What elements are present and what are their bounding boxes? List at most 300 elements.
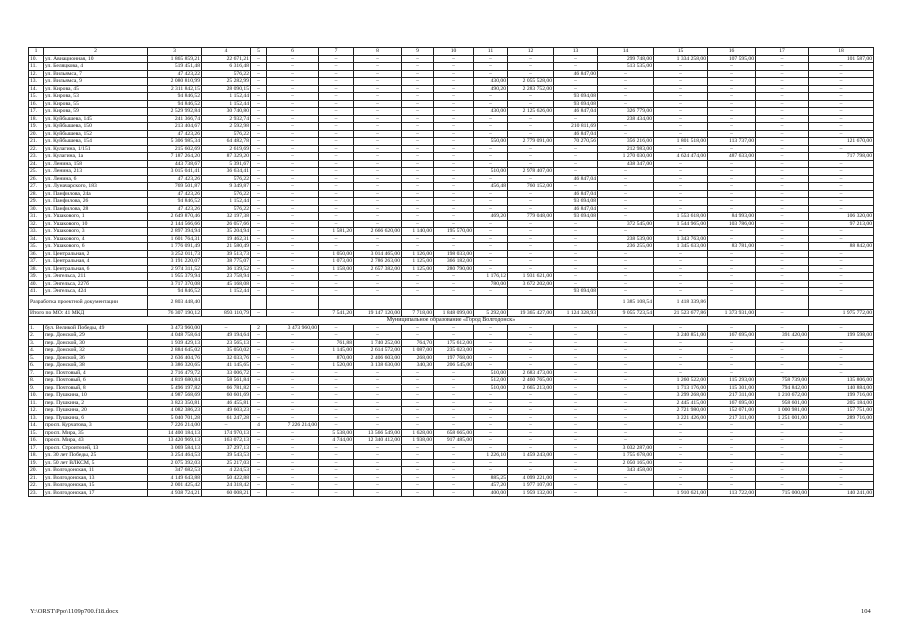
table-cell: – xyxy=(756,444,809,452)
table-cell: – xyxy=(554,354,598,362)
table-cell: – xyxy=(508,115,554,123)
table-cell: 758 739,00 xyxy=(756,377,809,385)
column-header-cell: 7 xyxy=(319,48,354,56)
table-row xyxy=(29,138,874,146)
table-cell: 443 738,67 xyxy=(148,160,202,168)
table-cell: – xyxy=(267,258,319,266)
table-cell: – xyxy=(267,407,319,415)
table-cell: – xyxy=(756,347,809,355)
table-cell: – xyxy=(554,347,598,355)
table-cell: 347 682,53 xyxy=(148,467,202,475)
table-cell: – xyxy=(598,78,654,86)
table-cell: – xyxy=(354,115,402,123)
table-row xyxy=(29,243,874,251)
table-cell: – xyxy=(554,437,598,445)
table-cell: – xyxy=(554,392,598,400)
empty-cell xyxy=(402,295,434,309)
table-cell: – xyxy=(251,138,267,146)
table-cell: – xyxy=(434,243,474,251)
table-cell: 32 197,38 xyxy=(202,213,251,221)
table-cell: 356 216,00 xyxy=(598,138,654,146)
table-cell: – xyxy=(554,429,598,437)
table-cell: – xyxy=(598,437,654,445)
table-cell: – xyxy=(434,190,474,198)
design-documentation-row xyxy=(29,295,874,309)
table-cell: – xyxy=(251,407,267,415)
table-row xyxy=(29,115,874,123)
table-cell: – xyxy=(434,123,474,131)
table-cell: 21. xyxy=(29,474,44,482)
table-cell: – xyxy=(319,138,354,146)
table-cell: – xyxy=(402,384,434,392)
table-cell: – xyxy=(756,85,809,93)
table-cell: – xyxy=(809,280,874,288)
table-cell: 366 182,00 xyxy=(434,258,474,266)
table-cell: 35 050,02 xyxy=(202,347,251,355)
table-cell: 22. xyxy=(29,145,44,153)
table-cell: – xyxy=(554,339,598,347)
table-cell: 438 347,00 xyxy=(598,160,654,168)
table-cell: – xyxy=(809,452,874,460)
table-cell: – xyxy=(708,429,756,437)
table-cell: – xyxy=(708,280,756,288)
table-cell: – xyxy=(267,280,319,288)
table-cell: – xyxy=(554,55,598,63)
table-cell: 46 847,00 xyxy=(554,70,598,78)
table-cell: – xyxy=(251,168,267,176)
table-cell: – xyxy=(354,489,402,497)
table-cell: – xyxy=(319,273,354,281)
table-cell: – xyxy=(809,437,874,445)
table-cell: – xyxy=(402,444,434,452)
table-cell: 197 768,00 xyxy=(434,354,474,362)
table-cell: 20. xyxy=(29,130,44,138)
table-cell: – xyxy=(319,115,354,123)
table-cell: – xyxy=(474,467,508,475)
table-cell: бул. Великой Победы, 49 xyxy=(44,324,148,332)
table-cell: 4 938 724,21 xyxy=(148,489,202,497)
table-row xyxy=(29,130,874,138)
empty-cell xyxy=(756,295,809,309)
table-cell: – xyxy=(434,369,474,377)
table-cell: – xyxy=(708,175,756,183)
table-cell: – xyxy=(354,205,402,213)
table-cell: – xyxy=(474,324,508,332)
table-cell: 22. xyxy=(29,482,44,490)
table-cell: – xyxy=(319,407,354,415)
table-cell: 83 781,00 xyxy=(708,243,756,251)
table-cell: – xyxy=(598,377,654,385)
table-cell: 764,70 xyxy=(402,339,434,347)
column-header-cell: 16 xyxy=(708,48,756,56)
table-cell: 4 624 474,00 xyxy=(654,153,708,161)
table-cell: 46 455,81 xyxy=(202,399,251,407)
table-cell: 12. xyxy=(29,70,44,78)
table-cell: – xyxy=(708,482,756,490)
table-cell: – xyxy=(474,459,508,467)
table-cell: 12. xyxy=(29,407,44,415)
table-cell: – xyxy=(474,63,508,71)
table-cell: 26. xyxy=(29,175,44,183)
table-cell: – xyxy=(508,444,554,452)
table-cell: – xyxy=(402,153,434,161)
section-title-row xyxy=(29,317,874,325)
table-cell: 22 671,21 xyxy=(202,55,251,63)
table-cell: 7 226 214,00 xyxy=(267,422,319,430)
table-cell: 513 535,00 xyxy=(598,63,654,71)
table-cell: – xyxy=(251,273,267,281)
table-cell: – xyxy=(756,273,809,281)
table-cell: – xyxy=(756,175,809,183)
table-cell: 94 846,52 xyxy=(148,100,202,108)
table-cell: – xyxy=(251,93,267,101)
table-cell: – xyxy=(354,130,402,138)
table-cell: – xyxy=(319,489,354,497)
table-cell: 1 581,20 xyxy=(319,228,354,236)
table-cell: – xyxy=(434,273,474,281)
table-cell: – xyxy=(756,130,809,138)
table-cell: 4 987 568,69 xyxy=(148,392,202,400)
table-cell: – xyxy=(708,362,756,370)
table-cell: – xyxy=(708,474,756,482)
table-row xyxy=(29,100,874,108)
table-cell: ул. 30 лет Победы, 25 xyxy=(44,452,148,460)
empty-cell xyxy=(508,295,554,309)
table-cell: – xyxy=(654,339,708,347)
table-cell: 2 649 870,46 xyxy=(148,213,202,221)
table-cell: – xyxy=(319,369,354,377)
table-cell: – xyxy=(251,183,267,191)
table-cell: – xyxy=(434,384,474,392)
table-cell: ул. 50 лет ВЛКСМ, 5 xyxy=(44,459,148,467)
table-cell: – xyxy=(474,220,508,228)
table-cell: – xyxy=(434,324,474,332)
table-cell: – xyxy=(756,309,809,317)
table-cell: – xyxy=(708,130,756,138)
table-cell: – xyxy=(474,235,508,243)
table-cell: – xyxy=(251,347,267,355)
table-cell: – xyxy=(251,437,267,445)
table-cell: 2 721 980,00 xyxy=(654,407,708,415)
table-cell: – xyxy=(756,63,809,71)
table-cell: 94 846,52 xyxy=(148,288,202,296)
table-cell: – xyxy=(756,467,809,475)
table-cell: – xyxy=(402,70,434,78)
table-cell: 236 255,00 xyxy=(598,243,654,251)
table-cell: 238 434,00 xyxy=(598,115,654,123)
table-cell: ул. Кулагина, 1а xyxy=(44,153,148,161)
table-cell: 17. xyxy=(29,108,44,116)
column-header-cell: 6 xyxy=(267,48,319,56)
table-cell: 510,00 xyxy=(474,369,508,377)
table-cell: – xyxy=(354,459,402,467)
table-cell: 3 254 464,53 xyxy=(148,452,202,460)
table-cell: – xyxy=(354,444,402,452)
table-cell: 210 811,69 xyxy=(554,123,598,131)
table-cell: – xyxy=(474,429,508,437)
table-cell: – xyxy=(474,437,508,445)
table-cell: – xyxy=(354,93,402,101)
table-cell: – xyxy=(319,324,354,332)
table-cell: – xyxy=(756,115,809,123)
table-cell: 1 345 633,00 xyxy=(654,243,708,251)
table-cell: 199 598,00 xyxy=(809,332,874,340)
table-cell: – xyxy=(319,452,354,460)
table-cell: – xyxy=(474,444,508,452)
table-row xyxy=(29,183,874,191)
table-cell: – xyxy=(434,280,474,288)
table-row xyxy=(29,168,874,176)
table-cell: – xyxy=(654,145,708,153)
document-file-path: Y:\ORST\Ppo\1109p700.f18.docx xyxy=(30,608,119,615)
table-cell: – xyxy=(508,467,554,475)
table-cell: – xyxy=(402,63,434,71)
table-cell: – xyxy=(319,130,354,138)
table-cell: ул. Волгодонская, 11 xyxy=(44,467,148,475)
table-cell: – xyxy=(319,108,354,116)
table-cell: 4 819 680,84 xyxy=(148,377,202,385)
table-cell: – xyxy=(434,414,474,422)
table-cell: – xyxy=(654,273,708,281)
table-cell: – xyxy=(508,100,554,108)
table-cell: – xyxy=(654,369,708,377)
table-cell: 1 755 678,00 xyxy=(598,452,654,460)
table-cell: – xyxy=(598,339,654,347)
table-cell: – xyxy=(554,407,598,415)
table-cell: 1 050,00 xyxy=(319,250,354,258)
table-cell: ул. Вильямса, 9 xyxy=(44,78,148,86)
table-cell: 45 168,08 xyxy=(202,280,251,288)
table-cell: – xyxy=(267,377,319,385)
table-cell: 32. xyxy=(29,220,44,228)
table-cell: ул. Кирова, 59 xyxy=(44,108,148,116)
table-cell: ул. Ленина, 213 xyxy=(44,168,148,176)
table-cell: – xyxy=(434,168,474,176)
table-cell: – xyxy=(474,130,508,138)
table-cell: – xyxy=(708,459,756,467)
table-cell: – xyxy=(319,288,354,296)
table-cell: пер. Почтовый, 6 xyxy=(44,377,148,385)
table-cell: 1 959 132,00 xyxy=(508,489,554,497)
table-cell: – xyxy=(508,362,554,370)
table-cell: – xyxy=(756,235,809,243)
table-cell: 41 145,65 xyxy=(202,362,251,370)
table-cell: 1 226,10 xyxy=(474,452,508,460)
table-cell: 1 000 981,00 xyxy=(756,407,809,415)
table-cell: 9 349,87 xyxy=(202,183,251,191)
table-cell: 340,30 xyxy=(402,362,434,370)
table-cell: – xyxy=(756,339,809,347)
table-cell: 1 910 621,00 xyxy=(654,489,708,497)
table-cell: 36 634,41 xyxy=(202,168,251,176)
table-cell: 343 458,00 xyxy=(598,467,654,475)
table-cell: 10. xyxy=(29,392,44,400)
table-cell: – xyxy=(554,399,598,407)
table-cell: – xyxy=(474,250,508,258)
table-cell: – xyxy=(654,115,708,123)
table-cell: – xyxy=(267,392,319,400)
table-cell: – xyxy=(251,384,267,392)
table-cell: – xyxy=(508,228,554,236)
table-row xyxy=(29,354,874,362)
table-cell: 3 069 584,13 xyxy=(148,444,202,452)
table-cell: – xyxy=(508,55,554,63)
table-cell: – xyxy=(319,93,354,101)
table-cell: 94 846,52 xyxy=(148,198,202,206)
table-cell: 2 932,74 xyxy=(202,115,251,123)
table-cell: – xyxy=(598,85,654,93)
table-cell: – xyxy=(251,115,267,123)
table-cell: 21 580,49 xyxy=(202,243,251,251)
table-cell: 3 473 960,00 xyxy=(267,324,319,332)
table-cell: 47 423,26 xyxy=(148,190,202,198)
table-cell: 456,48 xyxy=(474,183,508,191)
table-cell: 33. xyxy=(29,228,44,236)
table-cell: 7 187 264,20 xyxy=(148,153,202,161)
table-cell: 60 008,21 xyxy=(202,489,251,497)
table-cell: ул. Ушакового, 4 xyxy=(44,235,148,243)
table-cell: – xyxy=(554,324,598,332)
table-cell: 121 670,00 xyxy=(809,138,874,146)
table-cell: – xyxy=(554,422,598,430)
table-cell: ул. Энгельса, 227б xyxy=(44,280,148,288)
table-cell: 94 846,52 xyxy=(148,93,202,101)
table-cell: – xyxy=(402,85,434,93)
table-cell: – xyxy=(251,213,267,221)
table-cell: – xyxy=(809,183,874,191)
table-cell: – xyxy=(474,288,508,296)
table-cell: – xyxy=(809,123,874,131)
column-header-cell: 5 xyxy=(251,48,267,56)
table-cell: – xyxy=(598,205,654,213)
table-cell: – xyxy=(251,235,267,243)
table-cell: 1 210 672,00 xyxy=(756,392,809,400)
table-cell: – xyxy=(354,190,402,198)
table-cell: – xyxy=(598,70,654,78)
table-cell: 1 628,00 xyxy=(402,429,434,437)
table-cell: 106 320,00 xyxy=(809,213,874,221)
table-cell: – xyxy=(319,399,354,407)
table-cell: – xyxy=(508,93,554,101)
table-cell: – xyxy=(354,273,402,281)
table-cell: – xyxy=(809,78,874,86)
table-cell: 28 090,15 xyxy=(202,85,251,93)
table-row xyxy=(29,123,874,131)
table-cell: – xyxy=(508,324,554,332)
table-cell: – xyxy=(354,280,402,288)
table-cell: – xyxy=(402,138,434,146)
table-cell: – xyxy=(434,399,474,407)
table-cell: – xyxy=(809,339,874,347)
column-header-cell: 9 xyxy=(402,48,434,56)
table-cell: 794 842,00 xyxy=(756,384,809,392)
table-cell: – xyxy=(267,213,319,221)
table-cell: – xyxy=(708,115,756,123)
table-cell: ул. Панфилова, 28 xyxy=(44,205,148,213)
table-cell: 14. xyxy=(29,422,44,430)
table-cell: – xyxy=(554,332,598,340)
table-cell: – xyxy=(756,153,809,161)
table-cell: 13. xyxy=(29,414,44,422)
table-cell: – xyxy=(251,78,267,86)
table-cell: 93 694,08 xyxy=(554,100,598,108)
table-cell: 167 695,00 xyxy=(708,399,756,407)
table-cell: – xyxy=(319,183,354,191)
table-cell: – xyxy=(654,250,708,258)
table-cell: 2 683 473,00 xyxy=(508,369,554,377)
table-cell: – xyxy=(251,153,267,161)
table-cell: 47 423,22 xyxy=(148,70,202,78)
table-cell: 1 939 429,13 xyxy=(148,339,202,347)
table-cell: – xyxy=(474,70,508,78)
table-cell: ул. Ленина, 6 xyxy=(44,175,148,183)
table-cell: – xyxy=(267,384,319,392)
table-cell: 391 420,00 xyxy=(756,332,809,340)
table-cell: – xyxy=(319,392,354,400)
table-cell: – xyxy=(809,168,874,176)
table-cell: – xyxy=(654,362,708,370)
table-cell: – xyxy=(474,422,508,430)
table-row xyxy=(29,482,874,490)
column-header-cell: 14 xyxy=(598,48,654,56)
table-cell: ул. Ушакового, 6 xyxy=(44,243,148,251)
table-cell: – xyxy=(474,243,508,251)
table-cell: – xyxy=(809,482,874,490)
table-cell: – xyxy=(508,235,554,243)
table-cell: – xyxy=(251,377,267,385)
column-header-cell: 13 xyxy=(554,48,598,56)
table-cell: – xyxy=(267,414,319,422)
table-cell: – xyxy=(434,235,474,243)
table-row xyxy=(29,280,874,288)
table-cell: пер. Донской, 32 xyxy=(44,347,148,355)
table-cell: – xyxy=(654,467,708,475)
table-cell: – xyxy=(402,168,434,176)
table-cell: – xyxy=(554,78,598,86)
table-cell: 1 713 176,00 xyxy=(654,384,708,392)
table-cell: – xyxy=(756,55,809,63)
table-cell: – xyxy=(554,115,598,123)
table-cell: ул. Кирова, 45 xyxy=(44,85,148,93)
table-row xyxy=(29,324,874,332)
table-row xyxy=(29,377,874,385)
table-cell: – xyxy=(554,362,598,370)
table-cell: – xyxy=(354,235,402,243)
table-cell: – xyxy=(598,123,654,131)
table-cell: – xyxy=(474,347,508,355)
table-cell: – xyxy=(434,392,474,400)
table-cell: 113 722,00 xyxy=(708,489,756,497)
table-cell: – xyxy=(251,459,267,467)
table-cell: – xyxy=(402,78,434,86)
table-cell: 115 301,00 xyxy=(708,384,756,392)
table-cell: – xyxy=(554,160,598,168)
table-cell: – xyxy=(402,324,434,332)
table-cell: – xyxy=(267,93,319,101)
table-cell: ул. Волгодонская, 15 xyxy=(44,482,148,490)
table-cell: – xyxy=(474,258,508,266)
table-cell: 870,00 xyxy=(319,354,354,362)
table-cell: 238 539,00 xyxy=(598,235,654,243)
table-cell: – xyxy=(654,437,708,445)
table-cell: – xyxy=(598,474,654,482)
table-cell: – xyxy=(267,153,319,161)
table-cell: 46 847,04 xyxy=(554,108,598,116)
table-cell: ул. Луначарского, 183 xyxy=(44,183,148,191)
table-cell: 107 595,00 xyxy=(708,55,756,63)
table-cell: 7 226 214,00 xyxy=(148,422,202,430)
table-cell: – xyxy=(508,153,554,161)
